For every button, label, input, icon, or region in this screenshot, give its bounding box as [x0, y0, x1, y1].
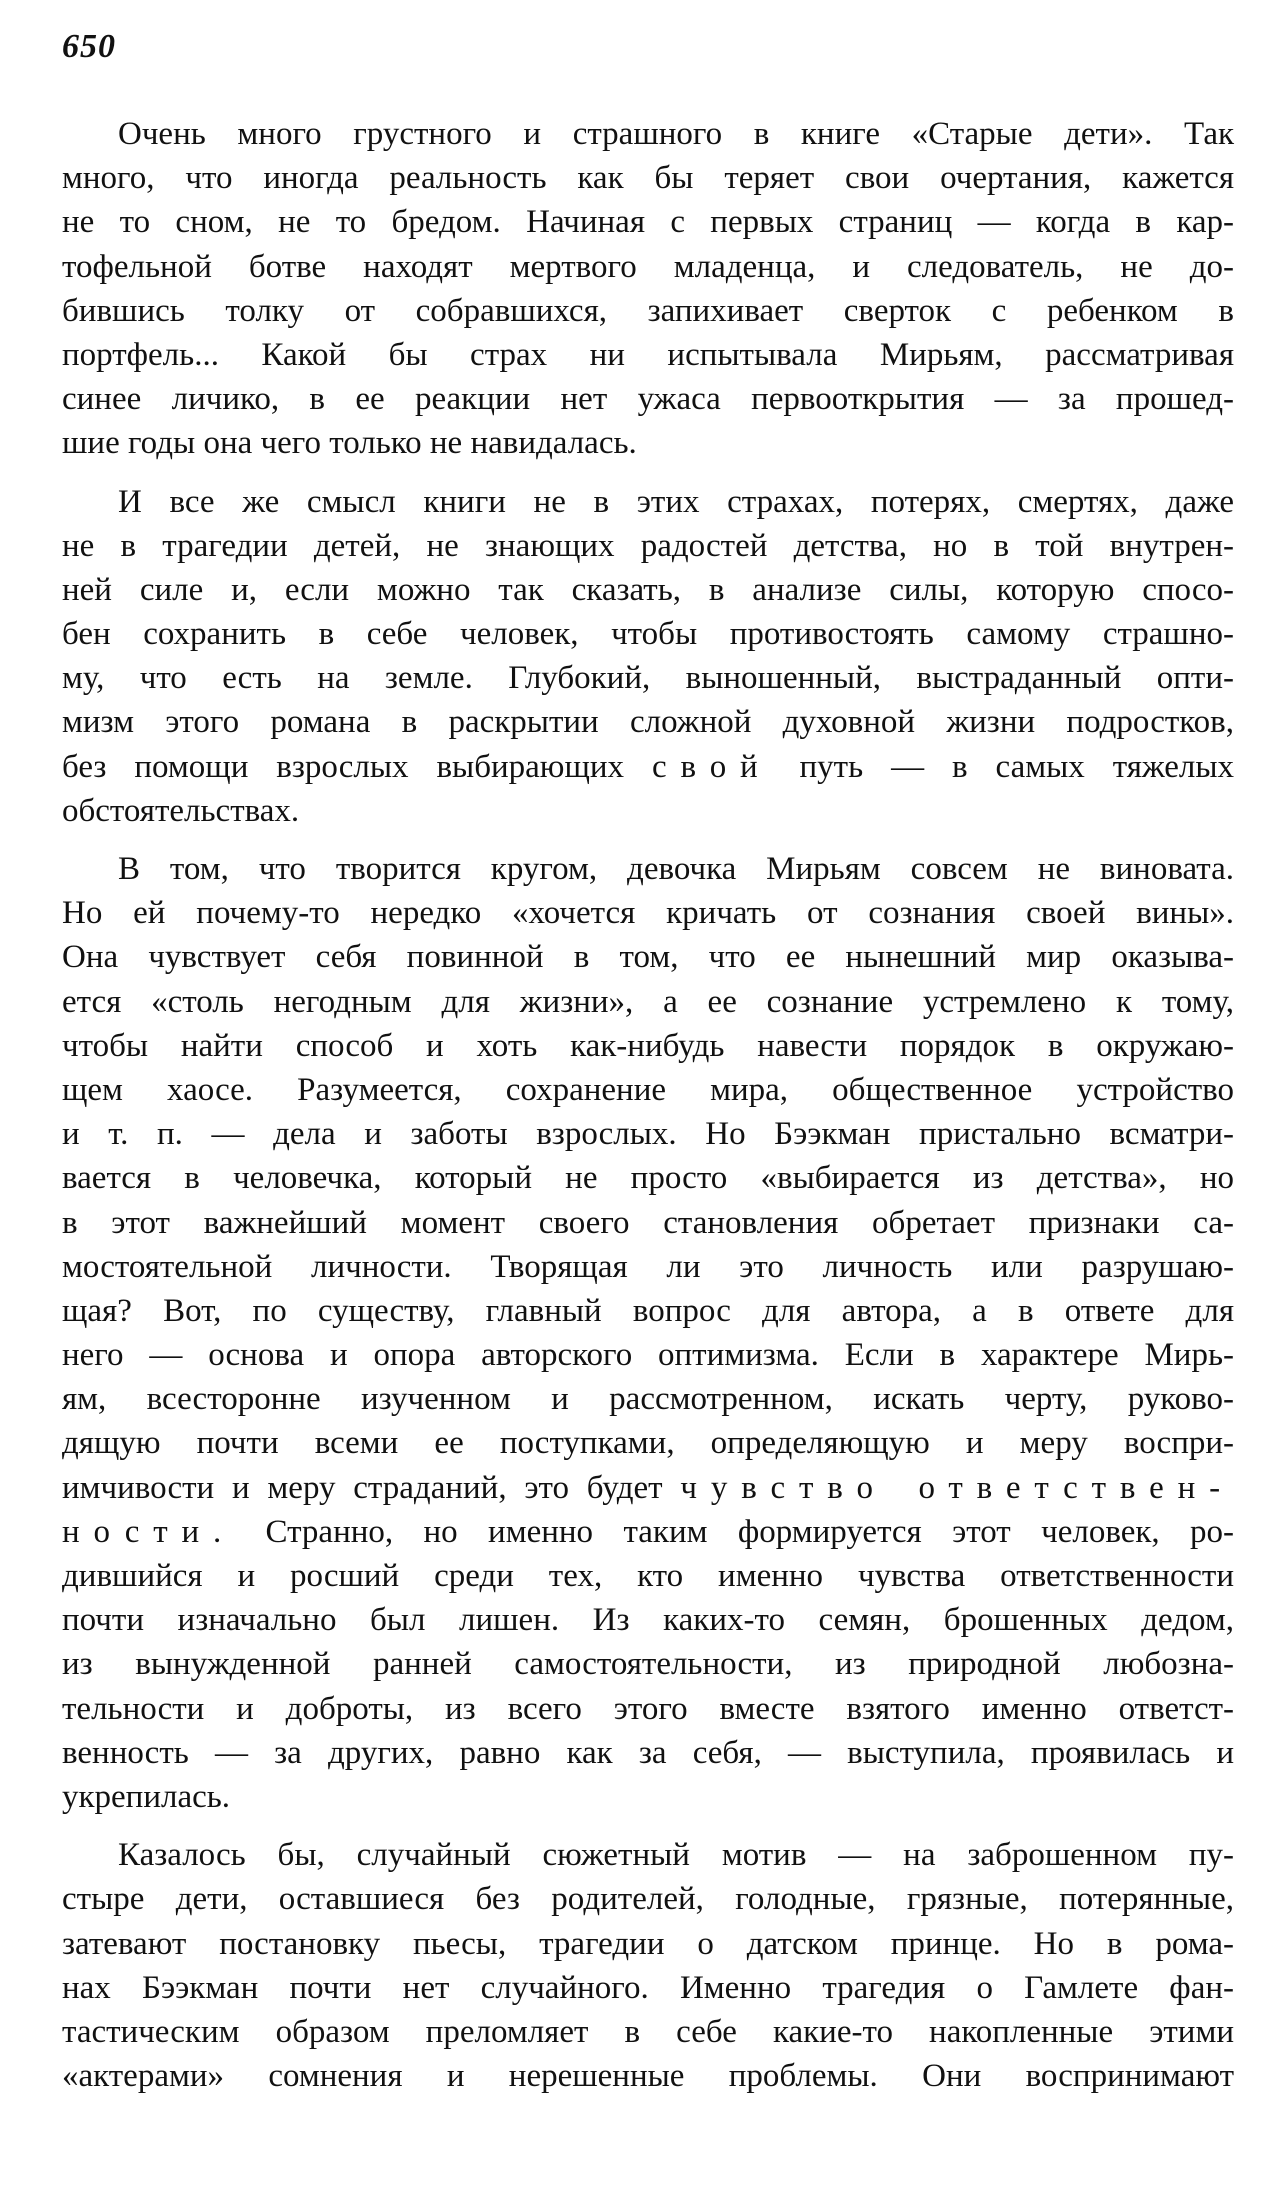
text-line: нах Бээкман почти нет случайного. Именно трагедия о Гамлете фан-: [62, 1969, 1234, 2006]
text-line: [62, 1510, 1234, 1554]
text-line: в этот важнейший момент своего становления обретает признаки са-: [62, 1204, 1234, 1241]
emphasized-word: свой: [651, 748, 772, 785]
text-line: ется «столь негодным для жизни», а ее сознание устремлено к тому,: [62, 983, 1234, 1020]
text-line: дящую почти всеми ее поступками, определяющую и меру воспри-: [62, 1425, 1234, 1462]
text-fragment: имчивости и меру страданий, это будет: [62, 1469, 663, 1506]
text-line: не в трагедии детей, не знающих радостей детства, но в той внутрен-: [62, 527, 1234, 564]
text-line: Но ей почему-то нередко «хочется кричать от сознания своей вины».: [62, 895, 1234, 932]
paragraph-4: [62, 1833, 1234, 2098]
text-line: не то сном, не то бредом. Начиная с первых страниц — когда в кар-: [62, 204, 1234, 241]
text-line: синее личико, в ее реакции нет ужаса первооткрытия — за прошед-: [62, 381, 1234, 418]
text-line: Казалось бы, случайный сюжетный мотив — на заброшенном пу-: [118, 1837, 1234, 1874]
text-line: чтобы найти способ и хоть как-нибудь навести порядок в окружаю-: [62, 1027, 1234, 1064]
text-line: ней силе и, если можно так сказать, в анализе силы, которую спосо-: [62, 571, 1234, 608]
text-line: Она чувствует себя повинной в том, что ее нынешний мир оказыва-: [62, 939, 1234, 976]
text-line: вается в человечка, который не просто «выбирается из детства», но: [62, 1160, 1234, 1197]
text-line: щая? Вот, по существу, главный вопрос для автора, а в ответе для: [62, 1292, 1234, 1329]
text-line: тельности и доброты, из всего этого вместе взятого именно ответст-: [62, 1690, 1234, 1727]
text-line: затевают постановку пьесы, трагедии о датском принце. Но в рома-: [62, 1925, 1234, 1962]
text-line: почти изначально был лишен. Из каких-то семян, брошенных дедом,: [62, 1602, 1234, 1639]
text-fragment: путь — в самых тяжелых: [799, 748, 1235, 785]
text-line: венность — за других, равно как за себя, — выступила, проявилась и: [62, 1734, 1234, 1771]
text-line: и т. п. — дела и заботы взрослых. Но Бээкман пристально всматри-: [62, 1116, 1234, 1153]
text-line: стыре дети, оставшиеся без родителей, голодные, грязные, потерянные,: [62, 1881, 1234, 1918]
text-line: много, что иногда реальность как бы теряет свои очертания, кажется: [62, 160, 1234, 197]
text-line: бен сохранить в себе человек, чтобы противостоять самому страшно-: [62, 616, 1234, 653]
text-line: щем хаосе. Разумеется, сохранение мира, общественное устройство: [62, 1071, 1234, 1108]
text-fragment: без помощи взрослых выбирающих: [62, 748, 625, 785]
text-line: ям, всесторонне изученном и рассмотренном, искать черту, руково-: [62, 1381, 1234, 1418]
text-line: му, что есть на земле. Глубокий, выношенный, выстраданный опти-: [62, 660, 1234, 697]
text-line: дившийся и росший среди тех, кто именно чувства ответственности: [62, 1558, 1234, 1594]
text-line: [62, 1466, 1234, 1510]
text-line: портфель... Какой бы страх ни испытывала Мирьям, рассматривая: [62, 336, 1234, 373]
text-line: В том, что творится кругом, девочка Мирьям совсем не виновата.: [118, 851, 1234, 887]
text-line: И все же смысл книги не в этих страхах, потерях, смертях, даже: [118, 483, 1234, 520]
text-line: обстоятельствах.: [62, 792, 300, 829]
text-line: «актерами» сомнения и нерешенные проблемы. Они воспринимают: [62, 2058, 1234, 2095]
text-line: него — основа и опора авторского оптимизма. Если в характере Мирь-: [62, 1337, 1234, 1374]
text-fragment: Странно, но именно таким формируется этот человек, ро-: [265, 1513, 1235, 1550]
emphasized-word: чувство ответствен-: [680, 1469, 1234, 1506]
emphasized-word: ности.: [62, 1513, 236, 1550]
text-line: мизм этого романа в раскрытии сложной духовной жизни подростков,: [62, 704, 1234, 741]
article-text: [62, 112, 1234, 2098]
text-line: [62, 745, 1234, 789]
page-number: 650: [62, 28, 116, 65]
paragraph-1: [62, 112, 1234, 466]
paragraph-2: [62, 480, 1234, 834]
paragraph-3: [62, 847, 1234, 1819]
text-line: из вынужденной ранней самостоятельности, из природной любозна-: [62, 1646, 1234, 1683]
text-line: тастическим образом преломляет в себе какие-то накопленные этими: [62, 2013, 1234, 2050]
text-line: мостоятельной личности. Творящая ли это личность или разрушаю-: [62, 1248, 1234, 1285]
text-line: шие годы она чего только не навидалась.: [62, 425, 637, 462]
text-line: тофельной ботве находят мертвого младенца, и следователь, не до-: [62, 248, 1234, 285]
text-line: Очень много грустного и страшного в книге «Старые дети». Так: [118, 116, 1234, 152]
text-line: бившись толку от собравшихся, запихивает сверток с ребенком в: [62, 292, 1234, 329]
text-line: укрепилась.: [62, 1778, 231, 1815]
